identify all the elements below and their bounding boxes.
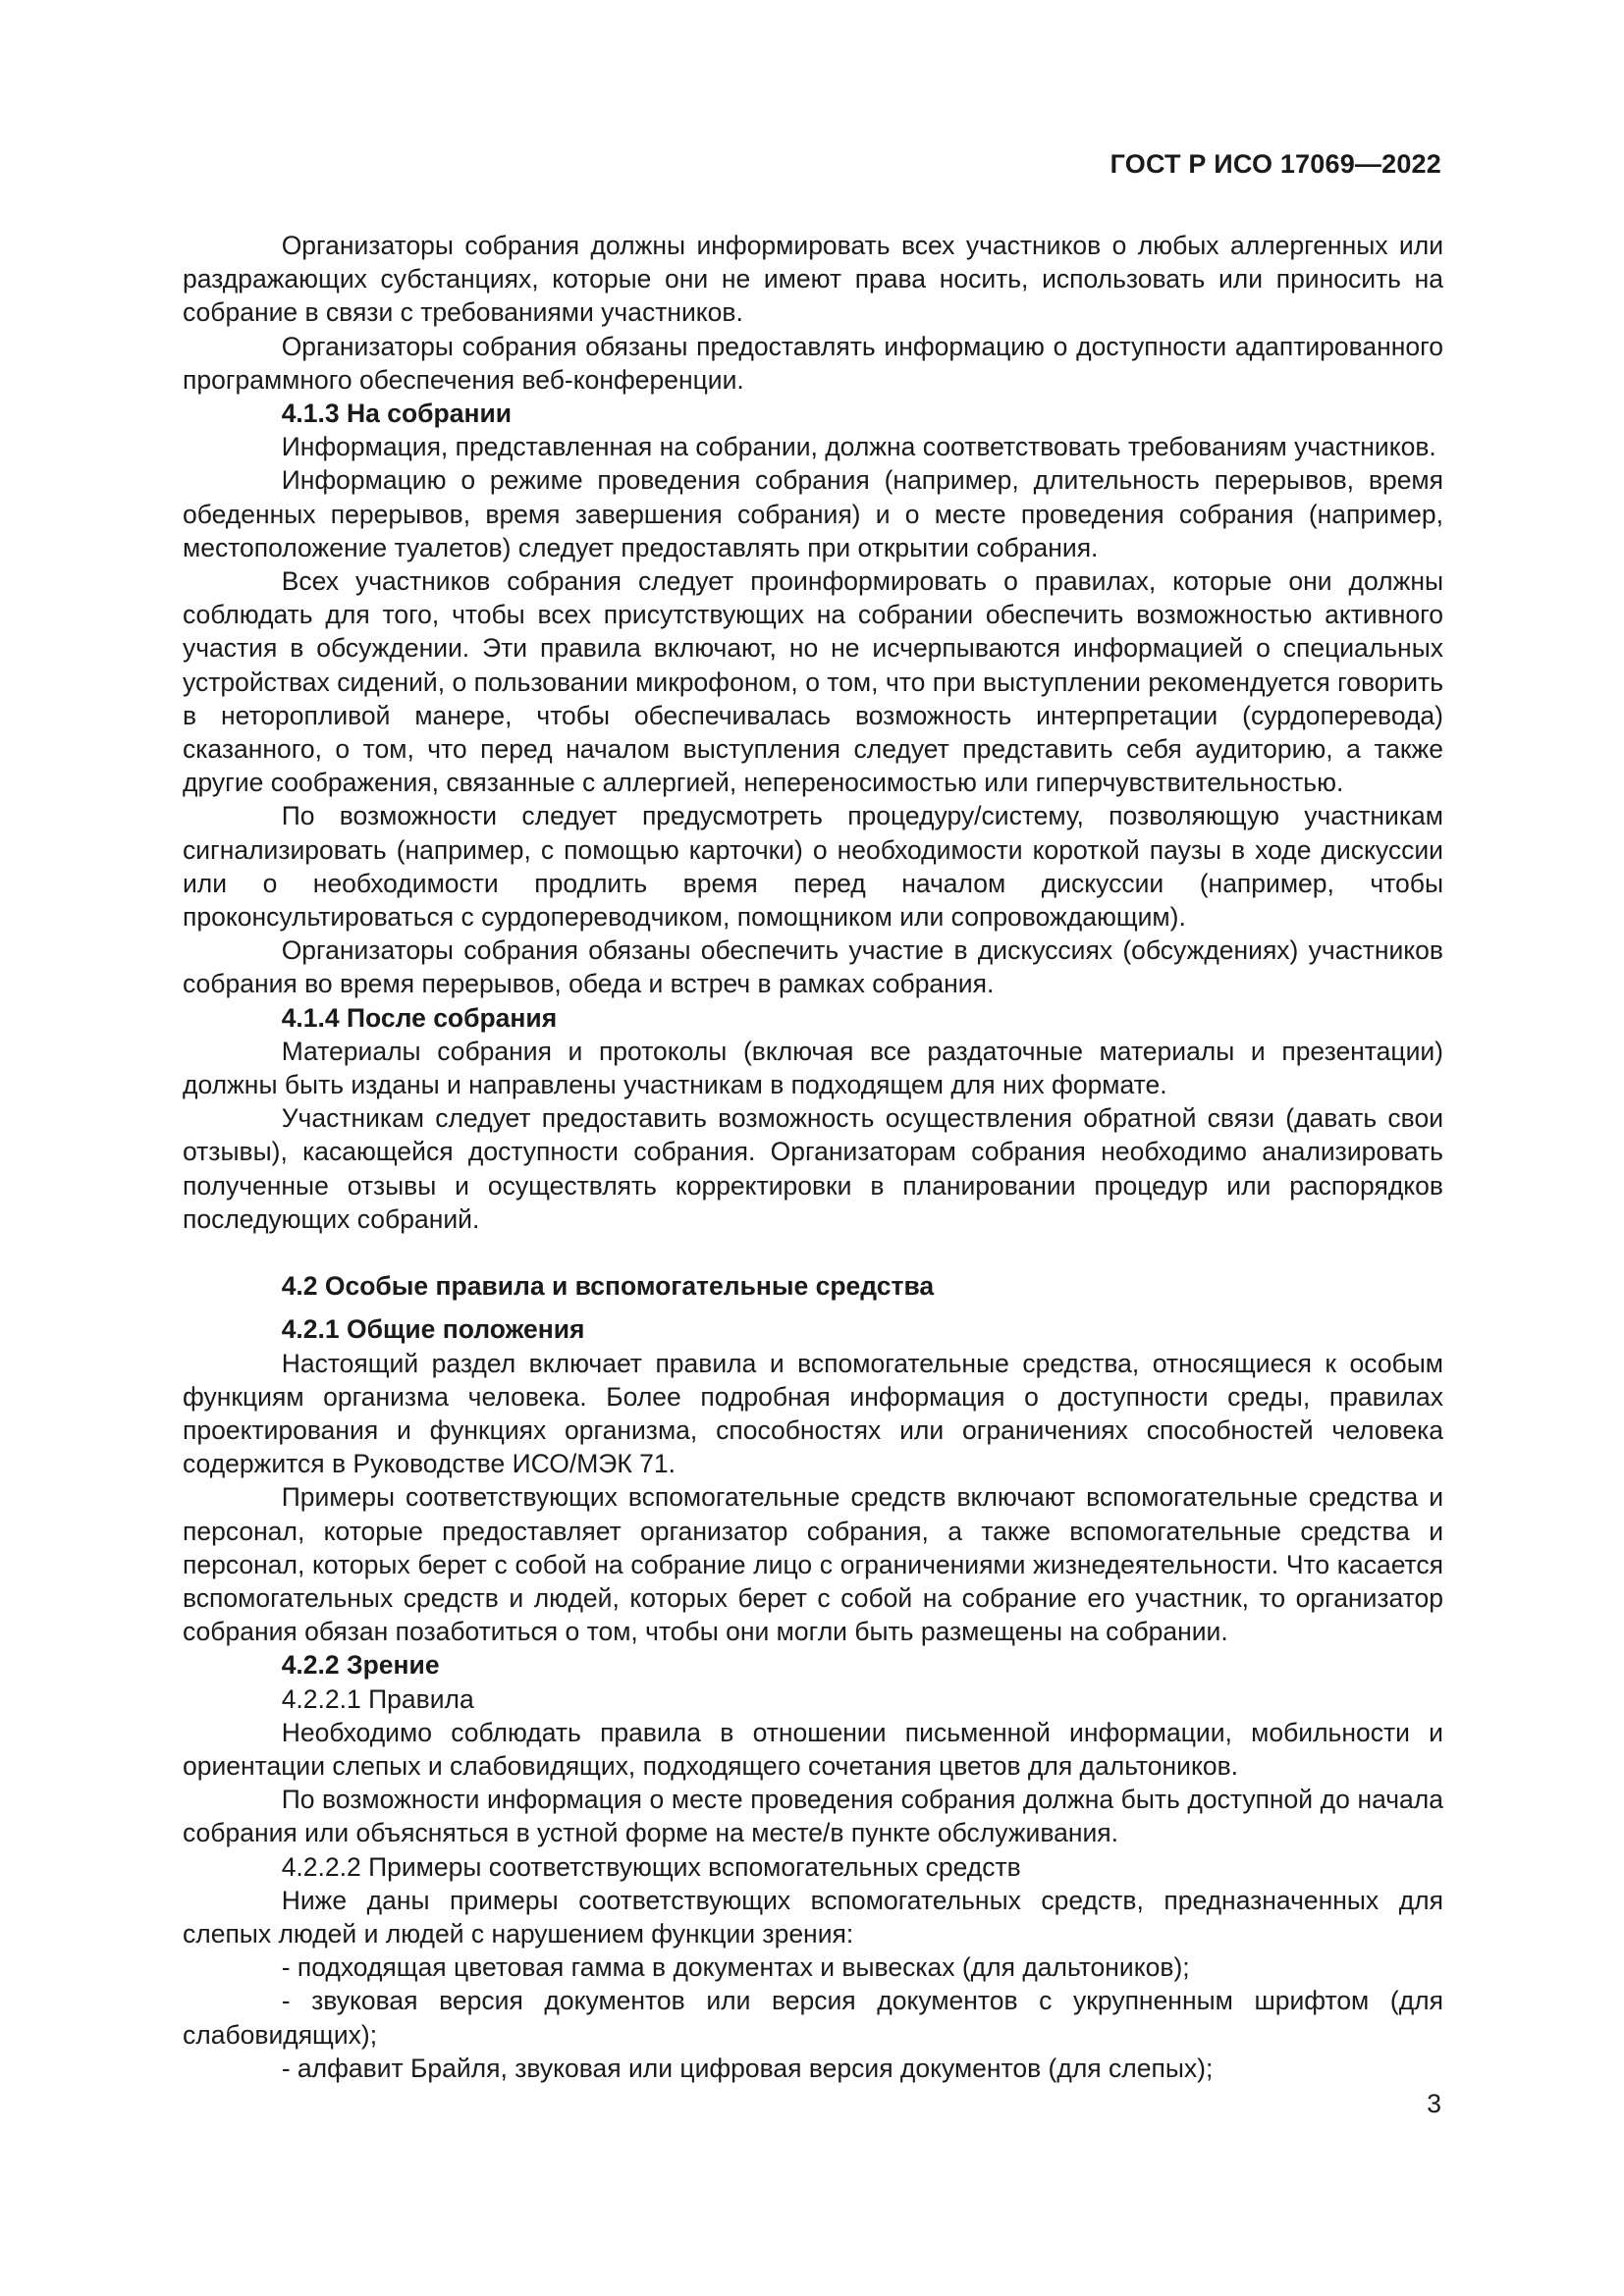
subsection-heading-4-2-2: 4.2.2 Зрение [281, 1650, 440, 1681]
list-item: - звуковая версия документов или версия документов с укрупненным шрифтом (для слабовидящих); [183, 1986, 1443, 2050]
list-item: - подходящая цветовая гамма в документах и вывесках (для дальтоников); [281, 1952, 1190, 1983]
list-item: - алфавит Брайля, звуковая или цифровая версия документов (для слепых); [281, 2053, 1214, 2083]
paragraph: Организаторы собрания обязаны предоставлять информацию о доступности адаптированного программного обеспечения веб-конференции. [183, 331, 1443, 395]
paragraph: Материалы собрания и протоколы (включая все раздаточные материалы и презентации) должны быть изданы и направлены участникам в подходящем для них формате. [183, 1036, 1443, 1100]
section-heading-4-2: 4.2 Особые правила и вспомогательные средства [281, 1271, 935, 1302]
paragraph: Всех участников собрания следует проинформировать о правилах, которые они должны соблюдать для того, чтобы всех присутствующих на собрании обеспечить возможностью активного участия в обсуждении. Эти правила включают, но не исчерпываются информацией о специальных устройствах сидений, о пользовании микрофоном, о том, что при выступлении рекомендуется говорить в неторопливой манере, чтобы обеспечивалась возможность интерпретации (сурдоперевода) сказанного, о том, что перед началом выступления следует представить себя аудиторию, а также другие соображения, связанные с аллергией, непереносимостью или гиперчувствительностью. [183, 566, 1443, 798]
subsection-heading-4-1-3: 4.1.3 На собрании [281, 399, 513, 429]
paragraph: Информацию о режиме проведения собрания (например, длительность перерывов, время обеденных перерывов, время завершения собрания) и о месте проведения собрания (например, местоположение туалетов) следует предоставлять при открытии собрания. [183, 465, 1443, 562]
paragraph: Ниже даны примеры соответствующих вспомогательных средств, предназначенных для слепых людей и людей с нарушением функции зрения: [183, 1885, 1443, 1949]
paragraph: Участникам следует предоставить возможность осуществления обратной связи (давать свои отзывы), касающейся доступности собрания. Организаторам собрания необходимо анализировать полученные отзывы и осуществлять корректировки в планировании процедур или распорядков последующих собраний. [183, 1103, 1443, 1234]
paragraph: Организаторы собрания обязаны обеспечить участие в дискуссиях (обсуждениях) участников собрания во время перерывов, обеда и встреч в рамках собрания. [183, 935, 1443, 999]
paragraph: Настоящий раздел включает правила и вспомогательные средства, относящиеся к особым функциям организма человека. Более подробная информация о доступности среды, правилах проектирования и функциях организма, способностях или ограничениях способностей человека содержится в Руководстве ИСО/МЭК 71. [183, 1348, 1443, 1479]
paragraph: По возможности следует предусмотреть процедуру/систему, позволяющую участникам сигнализировать (например, с помощью карточки) о необходимости короткой паузы в ходе дискуссии или о необходимости продлить время перед началом дискуссии (например, чтобы проконсультироваться с сурдопереводчиком, помощником или сопровождающим). [183, 801, 1443, 933]
paragraph: Примеры соответствующих вспомогательные средств включают вспомогательные средства и персонал, которые предоставляет организатор собрания, а также вспомогательные средства и персонал, которых берет с собой на собрание лицо с ограничениями жизнедеятельности. Что касается вспомогательных средств и людей, которых берет с собой на собрание его участник, то организатор собрания обязан позаботиться о том, чтобы они могли быть размещены на собрании. [183, 1482, 1443, 1647]
paragraph: По возможности информация о месте проведения собрания должна быть доступной до начала собрания или объясняться в устной форме на месте/в пункте обслуживания. [183, 1785, 1443, 1848]
clause-heading-4-2-2-2: 4.2.2.2 Примеры соответствующих вспомогательных средств [281, 1851, 1021, 1882]
subsection-heading-4-1-4: 4.1.4 После собрания [281, 1002, 558, 1033]
paragraph: Необходимо соблюдать правила в отношении письменной информации, мобильности и ориентации слепых и слабовидящих, подходящего сочетания цветов для дальтоников. [183, 1717, 1443, 1781]
paragraph: Информация, представленная на собрании, должна соответствовать требованиям участников. [281, 432, 1436, 462]
document-body [183, 229, 1443, 2085]
subsection-heading-4-2-1: 4.2.1 Общие положения [281, 1314, 585, 1345]
page-number: 3 [1427, 2089, 1441, 2118]
document-code-header: ГОСТ Р ИСО 17069—2022 [1110, 149, 1441, 179]
paragraph: Организаторы собрания должны информировать всех участников о любых аллергенных или раздражающих субстанциях, которые они не имеют права носить, использовать или приносить на собрание в связи с требованиями участников. [183, 231, 1443, 328]
clause-heading-4-2-2-1: 4.2.2.1 Правила [281, 1683, 474, 1714]
